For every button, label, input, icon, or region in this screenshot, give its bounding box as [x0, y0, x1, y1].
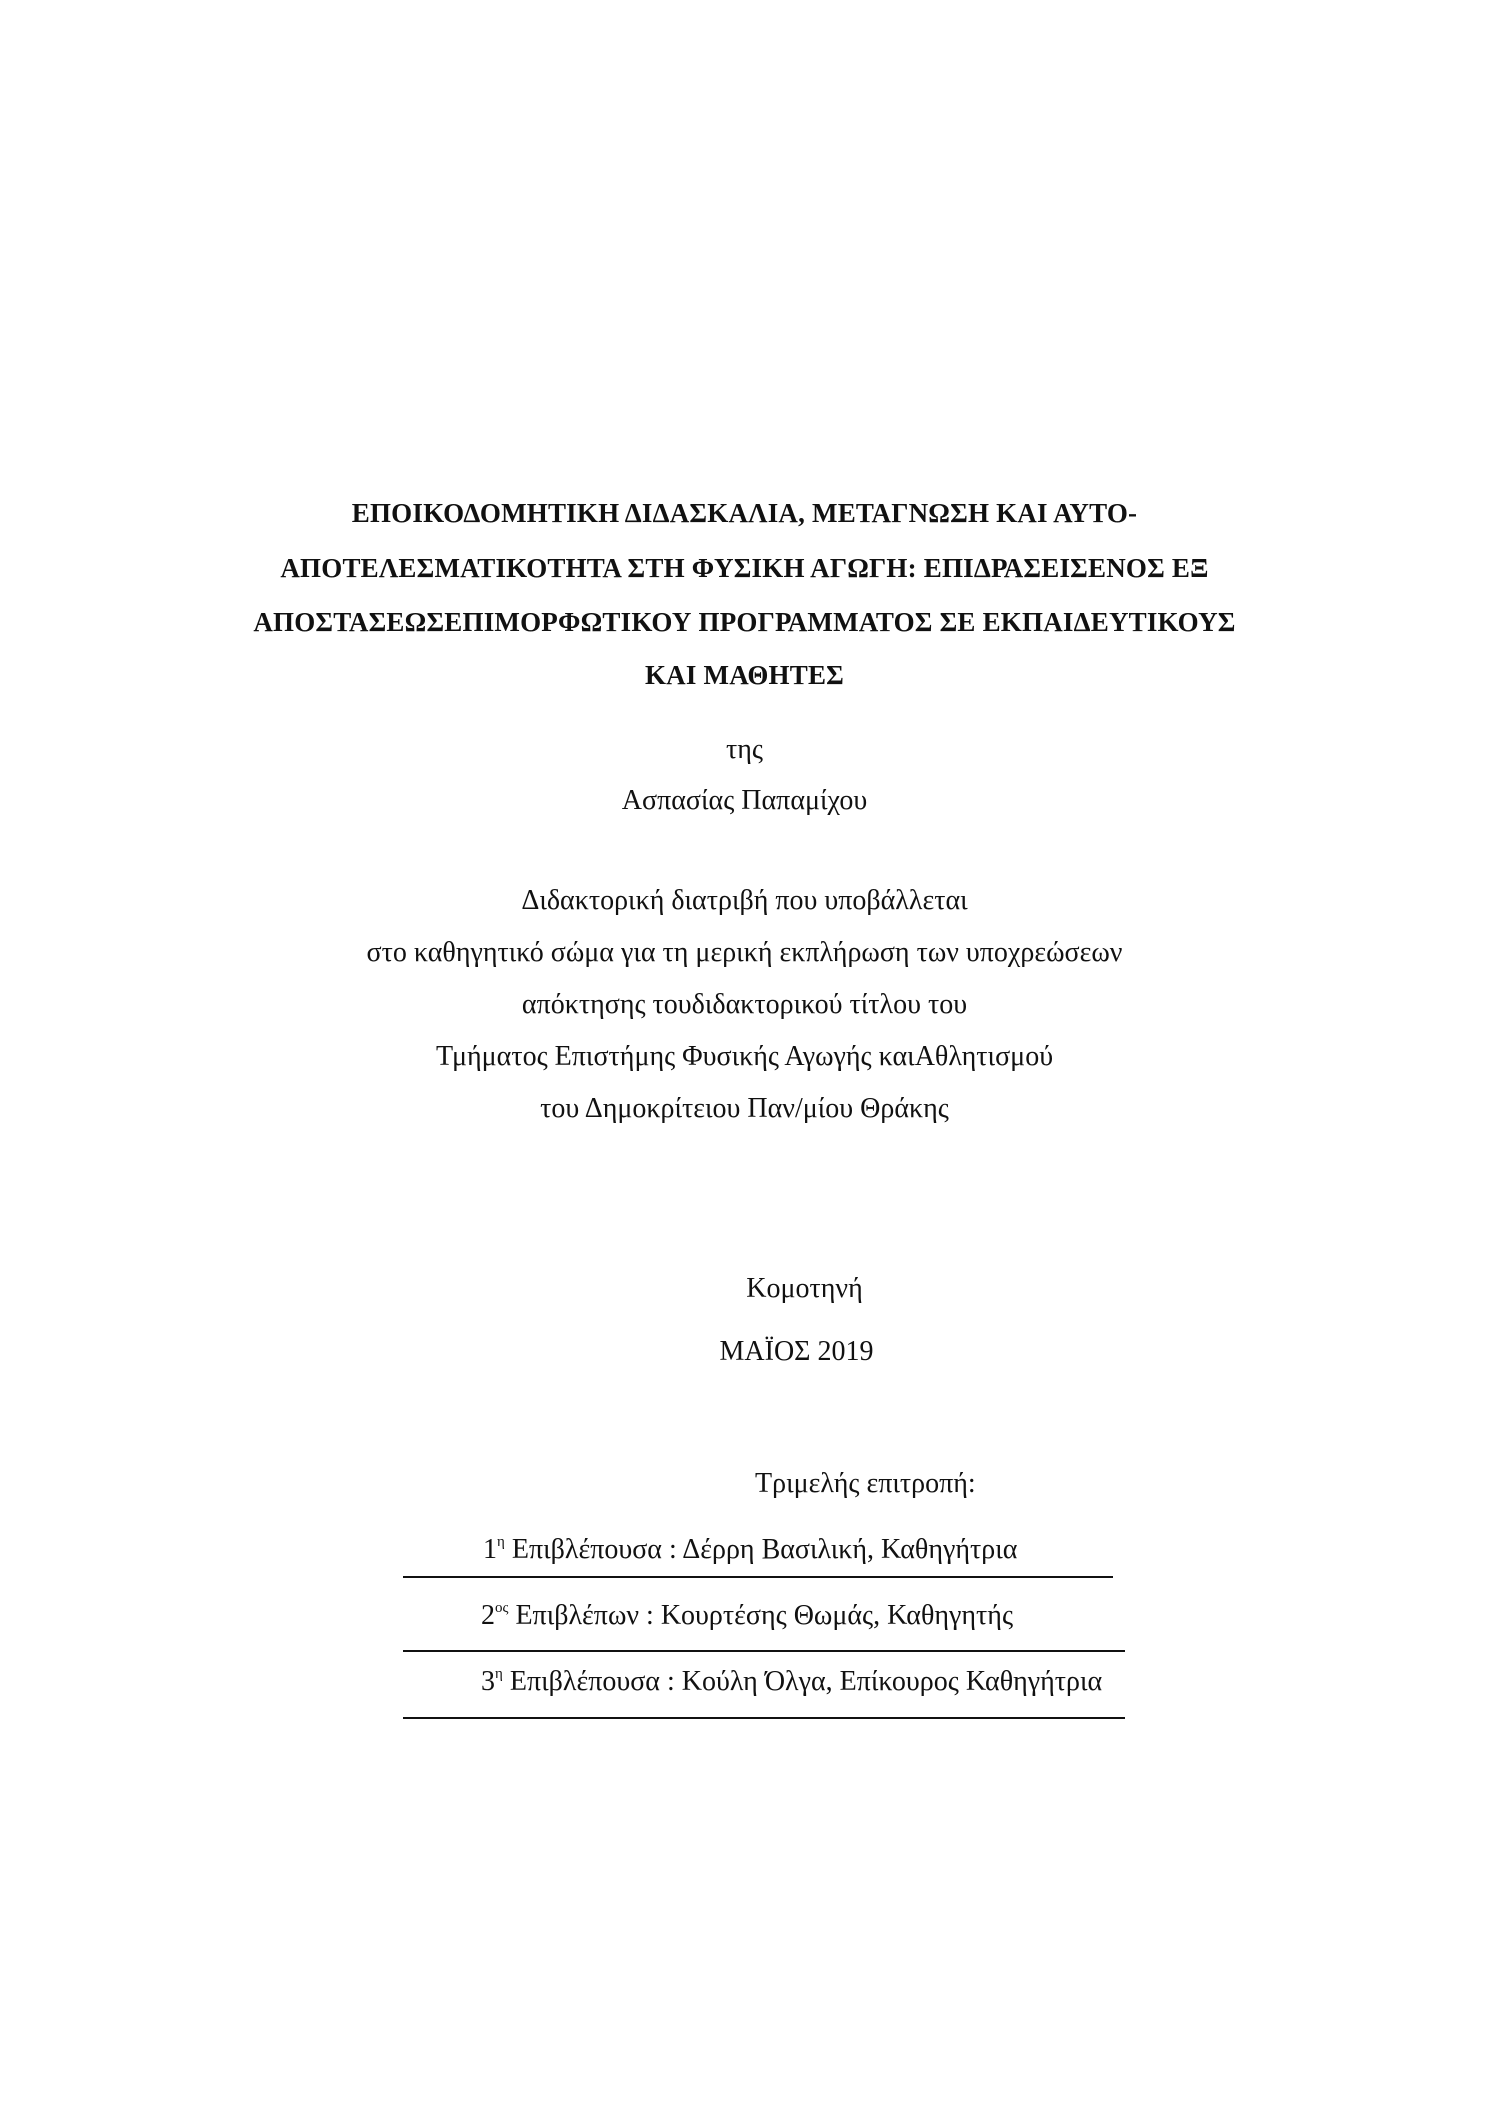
- date: ΜΑΪΟΣ 2019: [719, 1336, 874, 1367]
- committee-member-3: [481, 1666, 1102, 1698]
- member-details: Επιβλέπουσα : Κούλη Όλγα, Επίκουρος Καθηγήτρια: [502, 1666, 1103, 1697]
- thesis-title-line-2: ΑΠΟΤΕΛΕΣΜΑΤΙΚΟΤΗΤΑ ΣΤΗ ΦΥΣΙΚΗ ΑΓΩΓΗ: ΕΠΙΔΡΑΣΕΙΣΕΝΟΣ ΕΞ: [280, 553, 1209, 583]
- thesis-title-line-4: ΚΑΙ ΜΑΘΗΤΕΣ: [644, 660, 845, 690]
- thesis-title-line-3: ΑΠΟΣΤΑΣΕΩΣΕΠΙΜΟΡΦΩΤΙΚΟΥ ΠΡΟΓΡΑΜΜΑΤΟΣ ΣΕ ΕΚΠΑΙΔΕΥΤΙΚΟΥΣ: [253, 607, 1236, 637]
- member-number: 3: [481, 1666, 495, 1697]
- committee-label: Τριμελής επιτροπή:: [755, 1468, 976, 1499]
- member-ordinal: η: [495, 1666, 503, 1682]
- member-details: Επιβλέπουσα : Δέρρη Βασιλική, Καθηγήτρια: [504, 1534, 1018, 1565]
- signature-line-3: [403, 1717, 1125, 1719]
- author-name: Ασπασίας Παπαμίχου: [621, 785, 868, 816]
- author-prefix: της: [726, 734, 763, 765]
- place: Κομοτηνή: [746, 1273, 863, 1304]
- description-line-4: Τμήματος Επιστήμης Φυσικής Αγωγής καιΑθλητισμού: [435, 1041, 1054, 1072]
- signature-line-2: [403, 1650, 1125, 1652]
- signature-line-1: [403, 1576, 1113, 1578]
- member-number: 2: [481, 1600, 495, 1631]
- member-details: Επιβλέπων : Κουρτέσης Θωμάς, Καθηγητής: [508, 1600, 1014, 1631]
- description-line-5: του Δημοκρίτειου Παν/μίου Θράκης: [540, 1093, 949, 1124]
- member-ordinal: η: [497, 1534, 505, 1550]
- committee-member-1: [483, 1534, 1017, 1566]
- description-line-3: απόκτησης τουδιδακτορικού τίτλου του: [521, 989, 968, 1020]
- member-ordinal: ος: [495, 1600, 509, 1616]
- thesis-title-line-1: ΕΠΟΙΚΟΔΟΜΗΤΙΚΗ ΔΙΔΑΣΚΑΛΙΑ, ΜΕΤΑΓΝΩΣΗ ΚΑΙ ΑΥΤΟ-: [351, 498, 1138, 528]
- description-line-1: Διδακτορική διατριβή που υποβάλλεται: [521, 885, 968, 916]
- description-line-2: στο καθηγητικό σώμα για τη μερική εκπλήρωση των υποχρεώσεων: [366, 937, 1123, 968]
- committee-member-2: [481, 1600, 1013, 1632]
- member-number: 1: [483, 1534, 497, 1565]
